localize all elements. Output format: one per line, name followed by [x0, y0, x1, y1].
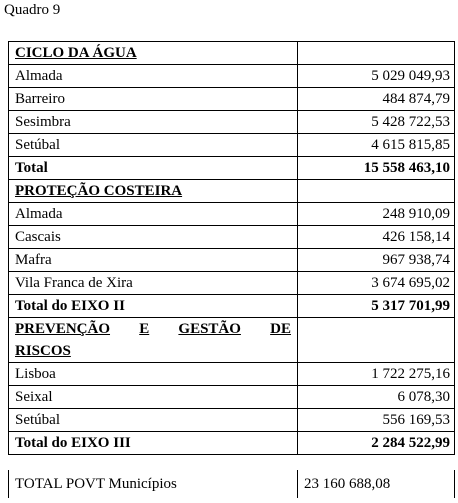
municipality-cell: Setúbal	[9, 134, 298, 157]
table-row	[9, 88, 455, 111]
total-row	[9, 295, 455, 318]
summary-label: TOTAL POVT Municípios	[9, 470, 298, 498]
title-word: DE	[270, 321, 291, 337]
section-header-row	[9, 42, 455, 65]
total-label: Total do EIXO II	[9, 295, 298, 318]
amount-cell: 3 674 695,02	[298, 272, 455, 295]
table-row	[9, 249, 455, 272]
amount-cell: 1 722 275,16	[298, 363, 455, 386]
investment-table	[8, 41, 455, 455]
empty-cell	[298, 180, 455, 203]
total-row	[9, 432, 455, 455]
summary-value: 23 160 688,08	[298, 470, 455, 498]
table-row	[9, 386, 455, 409]
amount-cell: 426 158,14	[298, 226, 455, 249]
municipality-cell: Almada	[9, 203, 298, 226]
total-value: 2 284 522,99	[298, 432, 455, 455]
amount-cell: 967 938,74	[298, 249, 455, 272]
amount-cell: 556 169,53	[298, 409, 455, 432]
summary-table	[8, 470, 455, 498]
municipality-cell: Almada	[9, 65, 298, 88]
amount-cell: 5 428 722,53	[298, 111, 455, 134]
section-header-row	[9, 318, 455, 363]
table-row	[9, 203, 455, 226]
municipality-cell: Seixal	[9, 386, 298, 409]
empty-cell	[298, 318, 455, 363]
section-title: CICLO DA ÁGUA	[9, 42, 298, 65]
amount-cell: 248 910,09	[298, 203, 455, 226]
title-word: GESTÃO	[178, 321, 241, 337]
table-row	[9, 272, 455, 295]
municipality-cell: Mafra	[9, 249, 298, 272]
table-row	[9, 409, 455, 432]
amount-cell: 6 078,30	[298, 386, 455, 409]
amount-cell: 484 874,79	[298, 88, 455, 111]
total-row	[9, 157, 455, 180]
municipality-cell: Barreiro	[9, 88, 298, 111]
title-word: PREVENÇÃO	[15, 321, 111, 337]
table-caption: Quadro 9	[4, 2, 61, 18]
table-row	[9, 134, 455, 157]
total-value: 15 558 463,10	[298, 157, 455, 180]
municipality-cell: Sesimbra	[9, 111, 298, 134]
total-value: 5 317 701,99	[298, 295, 455, 318]
section-header-row	[9, 180, 455, 203]
total-label: Total	[9, 157, 298, 180]
table-row	[9, 111, 455, 134]
amount-cell: 4 615 815,85	[298, 134, 455, 157]
section-title-line1	[15, 318, 291, 340]
section-title: PROTEÇÃO COSTEIRA	[9, 180, 298, 203]
municipality-cell: Vila Franca de Xira	[9, 272, 298, 295]
empty-cell	[298, 42, 455, 65]
municipality-cell: Cascais	[9, 226, 298, 249]
table-row	[9, 226, 455, 249]
section-title-line2: RISCOS	[15, 343, 71, 359]
table-row	[9, 65, 455, 88]
title-word: E	[139, 321, 150, 337]
municipality-cell: Lisboa	[9, 363, 298, 386]
total-label: Total do EIXO III	[9, 432, 298, 455]
summary-row	[9, 470, 455, 498]
amount-cell: 5 029 049,93	[298, 65, 455, 88]
section-title	[9, 318, 298, 363]
municipality-cell: Setúbal	[9, 409, 298, 432]
table-row	[9, 363, 455, 386]
